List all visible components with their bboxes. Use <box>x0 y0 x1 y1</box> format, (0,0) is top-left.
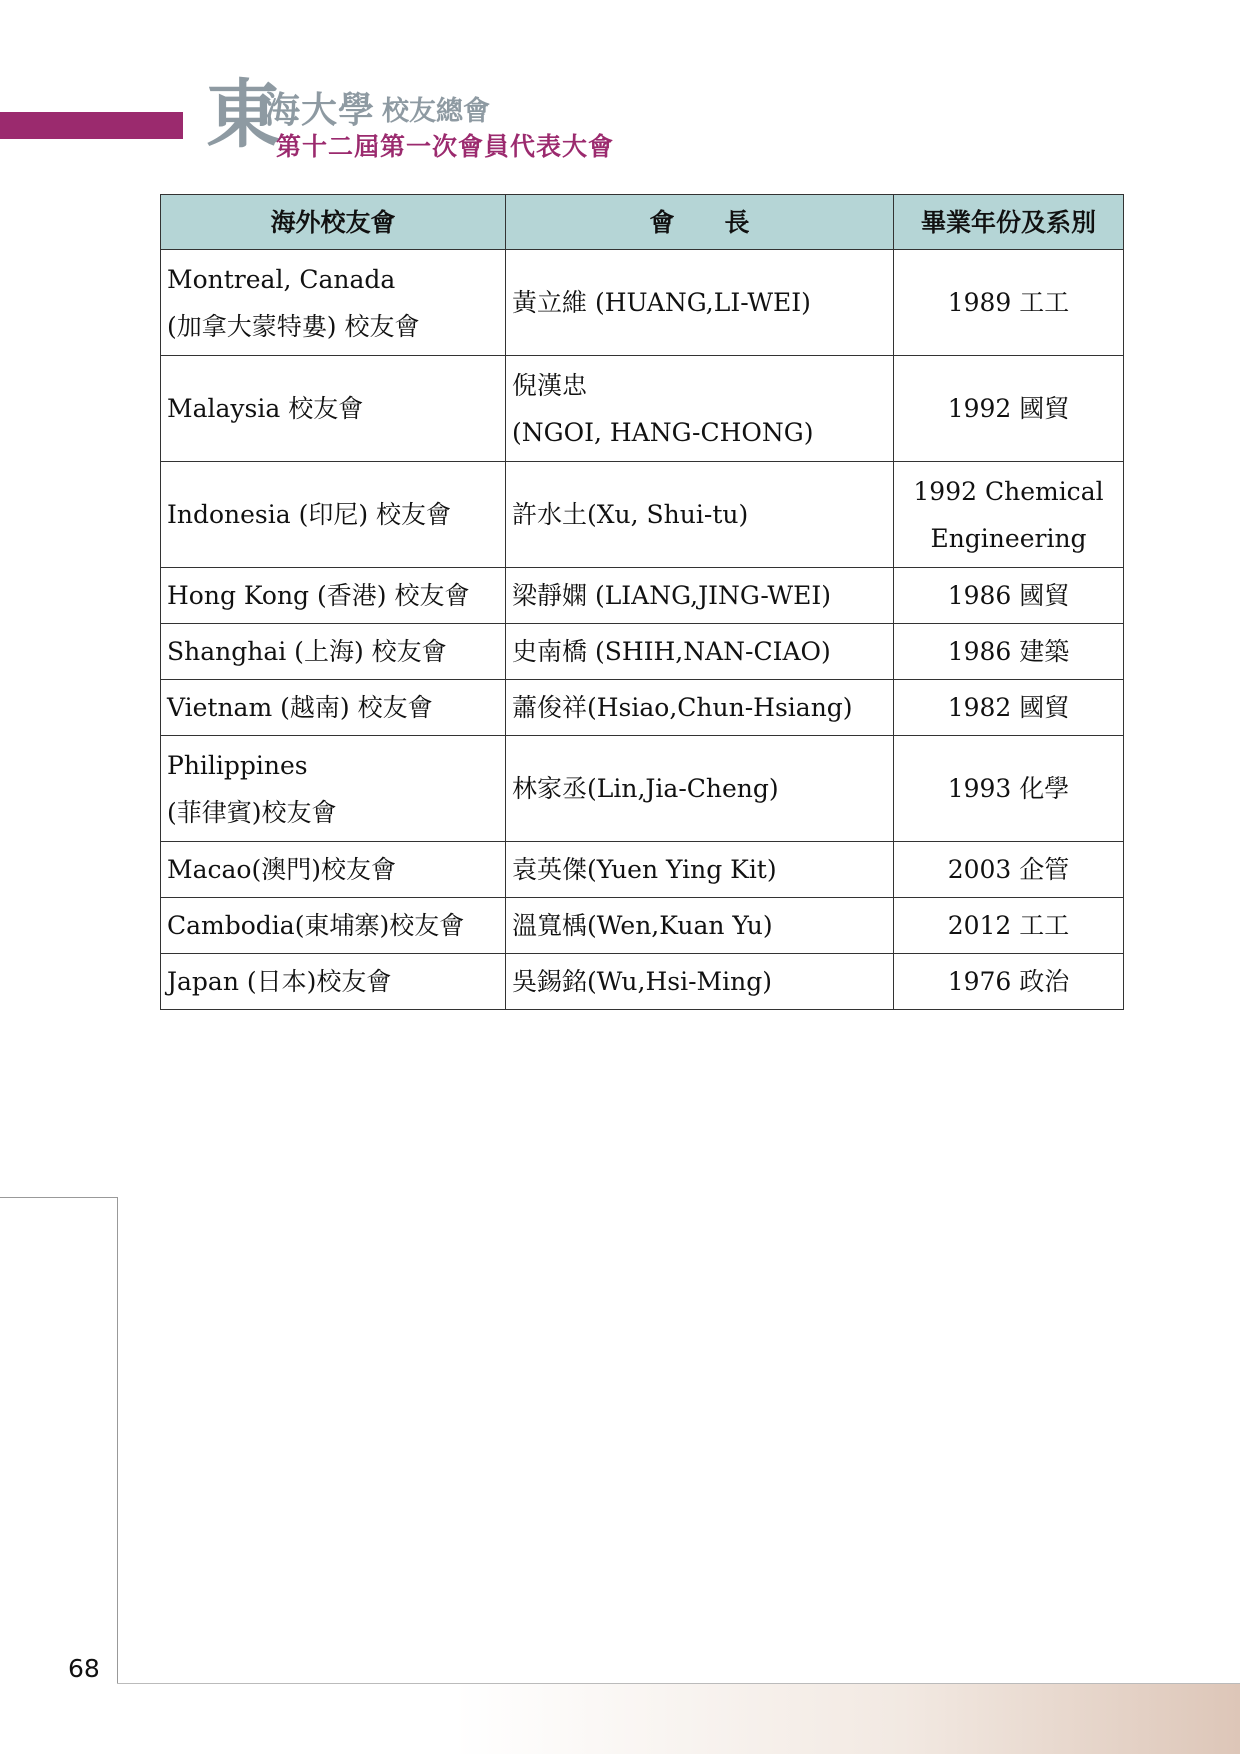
association-text: Malaysia 校友會 <box>167 394 364 423</box>
year-dept-cell <box>894 624 1124 680</box>
association-cell <box>161 250 506 356</box>
header-year-dept: 畢業年份及系別 <box>894 195 1124 250</box>
association-cell <box>161 568 506 624</box>
president-text: 倪漢忠 <box>512 370 588 400</box>
table-row <box>161 898 1124 954</box>
association-cell <box>161 356 506 462</box>
association-text: Montreal, Canada <box>167 264 396 294</box>
president-cell <box>506 356 894 462</box>
president-text: (NGOI, HANG-CHONG) <box>512 417 814 447</box>
year-dept-cell <box>894 954 1124 1010</box>
year-dept-text: 1992 國貿 <box>947 394 1070 423</box>
association-text: Macao(澳門)校友會 <box>167 855 396 884</box>
association-cell <box>161 624 506 680</box>
year-dept-text: 1989 工工 <box>947 288 1070 317</box>
year-dept-text: 2003 企管 <box>947 855 1070 884</box>
association-text: Hong Kong (香港) 校友會 <box>167 581 470 610</box>
president-text: 史南橋 (SHIH,NAN-CIAO) <box>512 637 831 666</box>
president-cell <box>506 680 894 736</box>
association-text: Philippines <box>167 750 308 780</box>
president-cell <box>506 954 894 1010</box>
president-text: 黃立維 (HUANG,LI-WEI) <box>512 288 811 317</box>
year-dept-cell <box>894 842 1124 898</box>
association-text: Vietnam (越南) 校友會 <box>167 693 433 722</box>
year-dept-text: 1976 政治 <box>947 967 1070 996</box>
president-text: 吳錫銘(Wu,Hsi-Ming) <box>512 967 773 996</box>
association-cell <box>161 954 506 1010</box>
year-dept-text: 2012 工工 <box>947 911 1070 940</box>
president-text: 袁英傑(Yuen Ying Kit) <box>512 855 777 884</box>
year-dept-cell <box>894 462 1124 568</box>
year-dept-text: 1986 國貿 <box>947 581 1070 610</box>
footer-side-rule-vertical <box>117 1197 118 1684</box>
year-dept-cell <box>894 356 1124 462</box>
table-row <box>161 356 1124 462</box>
overseas-alumni-table-container <box>160 194 1123 1010</box>
university-logo-name: 海大學 <box>264 89 376 131</box>
year-dept-text: 1982 國貿 <box>947 693 1070 722</box>
association-cell <box>161 842 506 898</box>
year-dept-text: 1992 Chemical <box>913 476 1104 506</box>
association-cell <box>161 462 506 568</box>
year-dept-cell <box>894 250 1124 356</box>
header-president: 會 長 <box>506 195 894 250</box>
year-dept-text: 1986 建築 <box>947 637 1070 666</box>
president-cell <box>506 736 894 842</box>
association-text: Cambodia(東埔寨)校友會 <box>167 911 465 940</box>
footer-bottom-rule <box>117 1683 1240 1684</box>
footer-side-rule-horizontal <box>0 1197 118 1198</box>
page-number: 68 <box>68 1654 100 1683</box>
association-cell <box>161 736 506 842</box>
association-cell <box>161 898 506 954</box>
association-text: (加拿大蒙特婁) 校友會 <box>167 311 420 341</box>
table-row <box>161 250 1124 356</box>
president-cell <box>506 898 894 954</box>
president-text: 許水土(Xu, Shui-tu) <box>512 500 749 529</box>
year-dept-cell <box>894 898 1124 954</box>
alumni-association-title: 校友總會 <box>382 96 490 127</box>
association-text: (菲律賓)校友會 <box>167 797 337 827</box>
year-dept-cell <box>894 568 1124 624</box>
table-row <box>161 736 1124 842</box>
overseas-alumni-table <box>160 194 1124 1010</box>
president-cell <box>506 250 894 356</box>
president-text: 溫寬楀(Wen,Kuan Yu) <box>512 911 773 940</box>
table-row <box>161 680 1124 736</box>
association-cell <box>161 680 506 736</box>
president-text: 林家丞(Lin,Jia-Cheng) <box>512 774 779 803</box>
table-row <box>161 954 1124 1010</box>
university-logo-character: 東 <box>206 72 280 158</box>
header-association: 海外校友會 <box>161 195 506 250</box>
table-row <box>161 624 1124 680</box>
table-row <box>161 568 1124 624</box>
year-dept-cell <box>894 680 1124 736</box>
table-row <box>161 842 1124 898</box>
table-header-row <box>161 195 1124 250</box>
year-dept-text: 1993 化學 <box>947 774 1070 803</box>
year-dept-cell <box>894 736 1124 842</box>
footer-gradient-band <box>118 1684 1240 1754</box>
president-cell <box>506 568 894 624</box>
header-accent-bar <box>0 112 183 139</box>
president-cell <box>506 842 894 898</box>
association-text: Japan (日本)校友會 <box>167 967 392 996</box>
president-text: 梁靜嫻 (LIANG,JING-WEI) <box>512 581 831 610</box>
president-text: 蕭俊祥(Hsiao,Chun-Hsiang) <box>512 693 853 722</box>
association-text: Indonesia (印尼) 校友會 <box>167 500 452 529</box>
year-dept-text: Engineering <box>930 523 1087 553</box>
president-cell <box>506 624 894 680</box>
president-cell <box>506 462 894 568</box>
table-row <box>161 462 1124 568</box>
association-text: Shanghai (上海) 校友會 <box>167 637 447 666</box>
meeting-subtitle: 第十二屆第一次會員代表大會 <box>276 132 615 161</box>
